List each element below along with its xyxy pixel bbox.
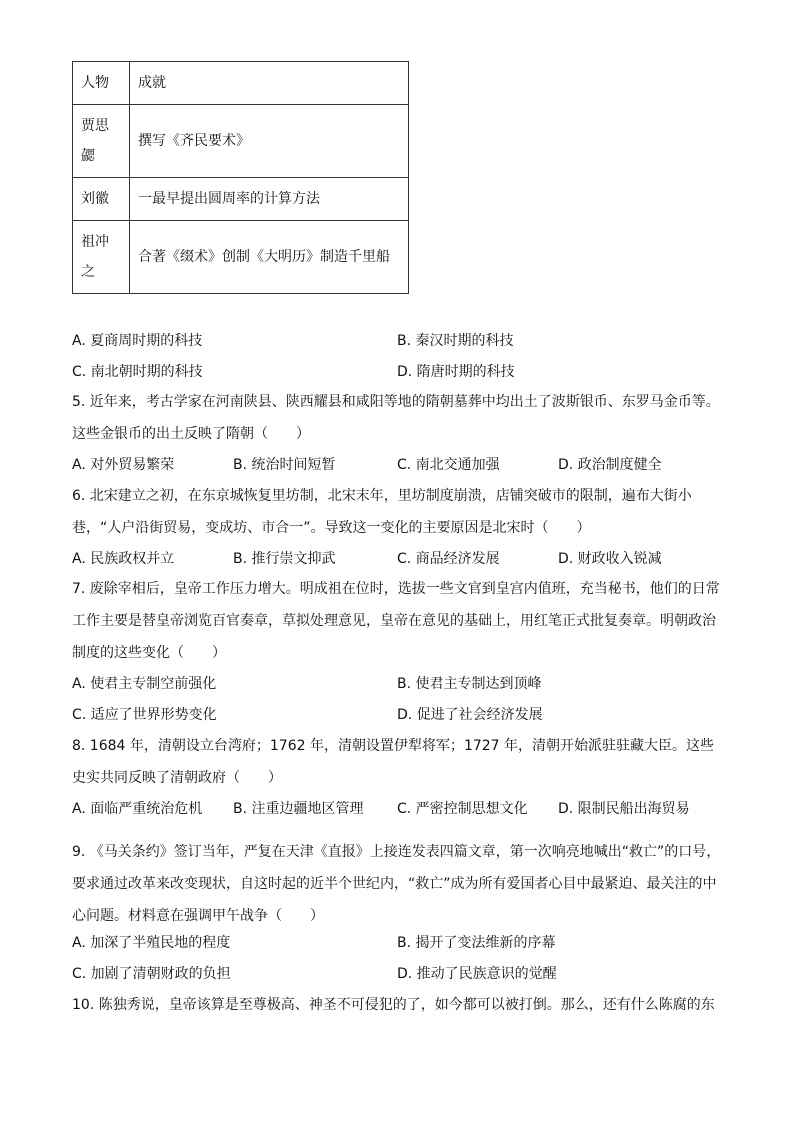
q7-option-c: C. 适应了世界形势变化 xyxy=(72,707,217,723)
q9-option-d: D. 推动了民族意识的觉醒 xyxy=(397,966,557,982)
person-cell: 刘徽 xyxy=(73,178,130,221)
q5-option-d: D. 政治制度健全 xyxy=(558,457,662,473)
q5-option-c: C. 南北交通加强 xyxy=(397,457,500,473)
achievement-cell: 合著《缀术》创制《大明历》制造千里船 xyxy=(130,221,409,294)
person-cell: 贾思勰 xyxy=(73,105,130,178)
q9-option-b: B. 揭开了变法维新的序幕 xyxy=(397,935,556,951)
q5-stem: 5. 近年来，考古学家在河南陕县、陕西耀县和咸阳等地的隋朝墓葬中均出土了波斯银币、东罗马金币等。这些金银币的出土反映了隋朝（ ） xyxy=(72,394,720,442)
q4-option-a: A. 夏商周时期的科技 xyxy=(72,333,203,349)
q7-stem: 7. 废除宰相后，皇帝工作压力增大。明成祖在位时，选拔一些文官到皇宫内值班，充当秘书，他们的日常工作主要是替皇帝浏览百官奏章，草拟处理意见，皇帝在意见的基础上，用红笔正式批复奏章。明朝政治制度的这些变化（ ） xyxy=(72,581,720,661)
q9-option-a: A. 加深了半殖民地的程度 xyxy=(72,935,231,951)
header-achievement: 成就 xyxy=(130,62,409,105)
person-cell: 祖冲之 xyxy=(73,221,130,294)
achievement-cell: 撰写《齐民要术》 xyxy=(130,105,409,178)
q6-stem: 6. 北宋建立之初，在东京城恢复里坊制，北宋末年，里坊制度崩溃，店铺突破市的限制，遍布大街小巷，“人户沿街贸易，变成坊、市合一”。导致这一变化的主要原因是北宋时（ ） xyxy=(72,488,692,536)
q9-option-c: C. 加剧了清朝财政的负担 xyxy=(72,966,231,982)
q6-option-b: B. 推行崇文抑武 xyxy=(233,551,336,567)
achievement-cell: 一最早提出圆周率的计算方法 xyxy=(130,178,409,221)
table-header-row xyxy=(73,62,409,105)
q6-option-a: A. 民族政权并立 xyxy=(72,551,175,567)
q6-option-d: D. 财政收入锐减 xyxy=(558,551,662,567)
table-row xyxy=(73,105,409,178)
header-person: 人物 xyxy=(73,62,130,105)
q8-option-d: D. 限制民船出海贸易 xyxy=(558,801,690,817)
q7-option-b: B. 使君主专制达到顶峰 xyxy=(397,676,542,692)
q8-option-b: B. 注重边疆地区管理 xyxy=(233,801,364,817)
achievement-table xyxy=(72,61,409,294)
q4-option-b: B. 秦汉时期的科技 xyxy=(397,333,514,349)
q8-option-a: A. 面临严重统治危机 xyxy=(72,801,203,817)
q10-stem: 10. 陈独秀说，皇帝该算是至尊极高、神圣不可侵犯的了，如今都可以被打倒。那么，还有什么陈腐的东 xyxy=(72,997,715,1013)
q7-option-d: D. 促进了社会经济发展 xyxy=(397,707,543,723)
q8-option-c: C. 严密控制思想文化 xyxy=(397,801,528,817)
table-row xyxy=(73,178,409,221)
q8-stem: 8. 1684 年，清朝设立台湾府；1762 年，清朝设置伊犁将军；1727 年，清朝开始派驻驻藏大臣。这些史实共同反映了清朝政府（ ） xyxy=(72,738,715,786)
q9-stem: 9. 《马关条约》签订当年，严复在天津《直报》上接连发表四篇文章，第一次响亮地喊出“救亡”的口号，要求通过改革来改变现状，自这时起的近半个世纪内，“救亡”成为所有爱国者心目中最紧迫、最关注的中心问题。材料意在强调甲午战争（ ） xyxy=(72,844,721,924)
q4-option-c: C. 南北朝时期的科技 xyxy=(72,364,203,380)
q5-option-a: A. 对外贸易繁荣 xyxy=(72,457,175,473)
q7-option-a: A. 使君主专制空前强化 xyxy=(72,676,217,692)
q4-option-d: D. 隋唐时期的科技 xyxy=(397,364,515,380)
table-row xyxy=(73,221,409,294)
q6-option-c: C. 商品经济发展 xyxy=(397,551,500,567)
q5-option-b: B. 统治时间短暂 xyxy=(233,457,336,473)
